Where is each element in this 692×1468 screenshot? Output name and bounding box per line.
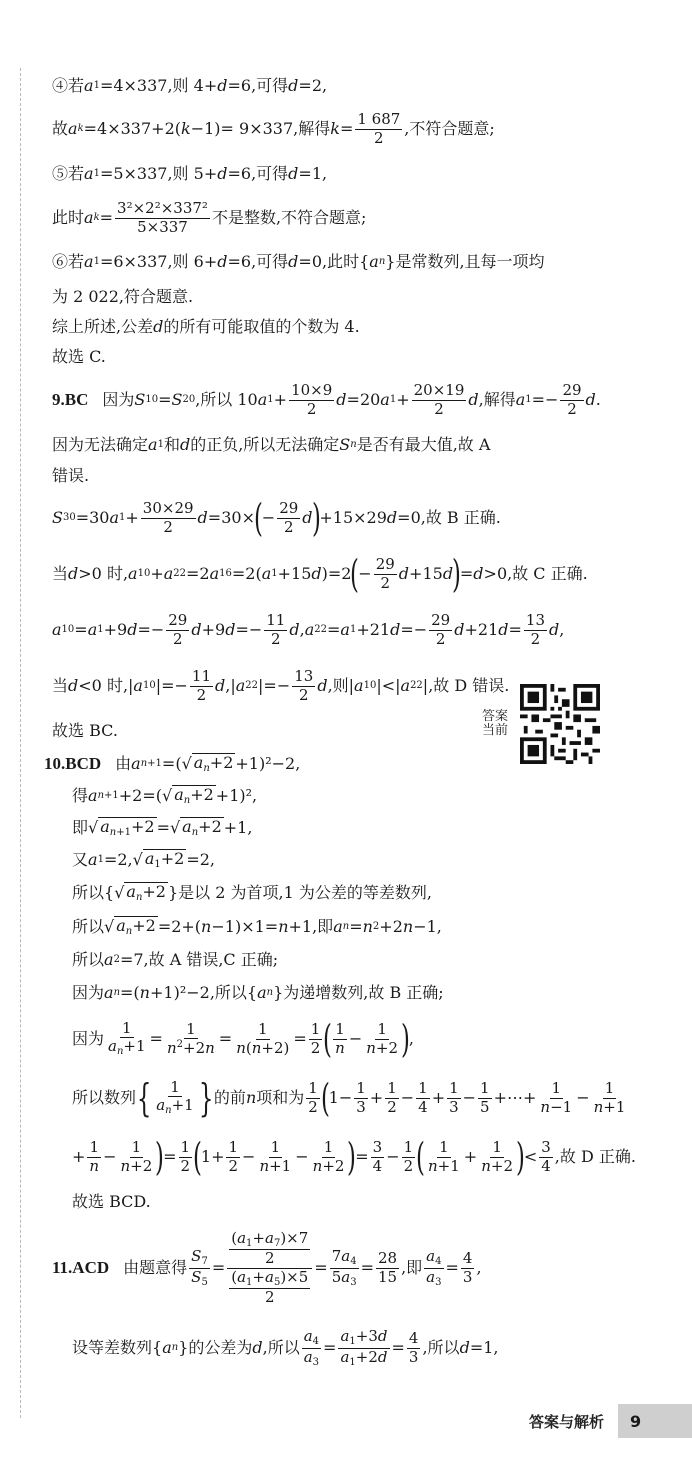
q8-line-5: ⑤若 a 1 =5×337,则 5+ d =6,可得 d =1, bbox=[52, 164, 328, 184]
q10-line-9: 因为 $\frac{1}{a_n+1}$ = $\frac{1}{n^2+2n}$ = $\frac{1}{n(n+2)}$ = $\frac{1}{2}$ ( $\frac{1}{n}$ − $\frac{1}{n+2}$ ) , bbox=[72, 1017, 414, 1061]
q10-number: 10.BCD bbox=[44, 753, 102, 773]
page-footer bbox=[529, 1404, 692, 1438]
q9-line-5: 当 d >0 时, a 10 + a 22 =2 a 16 =2( a 1 +15 d )=2 ( − $\frac{29}{2}$ d +15 d ) = d >0,故 C 正确. bbox=[52, 552, 588, 596]
q8-answer: 故选 C. bbox=[52, 347, 106, 367]
q9-line-4: S 30 =30 a 1 + $\frac{30\times 29}{2}$ d =30× ( − $\frac{29}{2}$ d ) +15×29 d =0,故 B 正确. bbox=[52, 496, 501, 540]
q11-line-2: 设等差数列{ a n }的公差为 d ,所以 $\frac{a_4}{a_3}$ = $\frac{a_1+3d}{a_1+2d}$ = $\frac{4}{3}$ ,所以 d =1, bbox=[72, 1327, 499, 1368]
q9-number: 9.BC bbox=[52, 389, 89, 409]
q10-line-8: 因为 a n =( n +1)²−2,所以{ a n }为递增数列,故 B 正确; bbox=[72, 983, 444, 1003]
q8-line-gen: 故 a k =4×337+2( k −1)= 9×337,解得 k = $\frac{1 687}{2}$ ,不符合题意; bbox=[52, 110, 495, 147]
page-number: 9 bbox=[618, 1404, 692, 1438]
q9-line-6: a 10 = a 1 +9 d =− $\frac{29}{2}$ d +9 d =− $\frac{11}{2}$ d , a 22 = a 1 +21 d =− $\frac{29}{2}$ d +21 d = $\frac{13}{2}$ d , bbox=[52, 611, 565, 648]
q10-line-7: 所以 a 2 =7,故 A 错误,C 正确; bbox=[72, 950, 279, 970]
margin-dashed-line bbox=[20, 68, 21, 1418]
q10-line-11: + $\frac{1}{n}$ − $\frac{1}{n+2}$ ) = $\frac{1}{2}$ ( 1+ $\frac{1}{2}$ − $\frac{1}{n+1}$ − $\frac{1}{n+2}$ ) = $\frac{3}{4}$ − $\frac{1}{2}$ ( $\frac{1}{n+1}$ + $\frac{1}{n+2}$ ) < $\frac{3}{4}$ ,故 D 正确. bbox=[72, 1135, 636, 1179]
q9-answer: 故选 BC. bbox=[52, 721, 118, 741]
q9-line-1: 9.BC 因为 S 10 = S 20 ,所以 10 a 1 + $\frac{10\times 9}{2}$ d =20 a 1 + $\frac{20\times 19}{2}$ d ,解得 a 1 =− $\frac{29}{2}$ d . bbox=[52, 381, 601, 418]
q8-line-6b: 为 2 022,符合题意. bbox=[52, 287, 194, 307]
footer-section-title: 答案与解析 bbox=[528, 1412, 604, 1431]
q10-line-6: 所以 √ $a_n+2$ =2+( n −1)×1= n +1,即 a n = n 2 +2 n −1, bbox=[72, 916, 442, 938]
q11-line-1: 11.ACD 由题意得 $\frac{S_7}{S_5}$ = $\frac{\frac{(a_1+a_7)\times 7}{2}}{\frac{(a_1+a_5)\times 5}{2}}$ = $\frac{7a_4}{5a_3}$ = $\frac{28}{15}$ ,即 $\frac{a_4}{a_3}$ = $\frac{4}{3}$ , bbox=[52, 1228, 482, 1306]
q10-line-4: 又 a 1 =2, √ $a_1+2$ =2, bbox=[72, 849, 215, 871]
q9-line-7: 当 d <0 时,| a 10 |=− $\frac{11}{2}$ d ,| a 22 |=− $\frac{13}{2}$ d ,则| a 10 |<| a 22 |,故 D 错误. bbox=[52, 667, 510, 704]
q10-line-3: 即 √ $a_{n+1}+2$ = √ $a_n+2$ +1, bbox=[72, 817, 253, 839]
q10-answer: 故选 BCD. bbox=[72, 1192, 151, 1212]
qr-code-icon[interactable] bbox=[520, 684, 600, 764]
q8-summary: 综上所述,公差 d 的所有可能取值的个数为 4. bbox=[52, 317, 360, 337]
q10-line-10: 所以数列 { $\frac{1}{a_n+1}$ } 的前 n 项和为 $\frac{1}{2}$ ( 1− $\frac{1}{3}$ + $\frac{1}{2}$ − $\frac{1}{4}$ + $\frac{1}{3}$ − $\frac{1}{5}$ +⋯+ $\frac{1}{n-1}$ − $\frac{1}{n+1}$ bbox=[72, 1076, 626, 1120]
q8-line-5b: 此时 a k = $\frac{\text{3²×2²×337²}}{5\times 337}$ 不是整数,不符合题意; bbox=[52, 199, 367, 236]
q8-line-6: ⑥若 a 1 =6×337,则 6+ d =6,可得 d =0,此时{ a n }是常数列,且每一项均 bbox=[52, 252, 545, 272]
q11-number: 11.ACD bbox=[52, 1257, 110, 1277]
qr-code-block[interactable] bbox=[478, 684, 600, 764]
qr-label: 答案当前 bbox=[481, 708, 508, 738]
q10-line-1: 10.BCD 由 a n+1 =( √ $a_n+2$ +1)²−2, bbox=[44, 753, 301, 775]
q8-line-4: ④若 a 1 =4×337,则 4+ d =6,可得 d =2, bbox=[52, 76, 328, 96]
q10-line-2: 得 a n+1 +2=( √ $a_n+2$ +1)², bbox=[72, 785, 258, 807]
q9-line-3: 错误. bbox=[52, 466, 90, 486]
q9-line-2: 因为无法确定 a 1 和 d 的正负,所以无法确定 S n 是否有最大值,故 A bbox=[52, 435, 491, 455]
q10-line-5: 所以{ √ $a_n+2$ }是以 2 为首项,1 为公差的等差数列, bbox=[72, 882, 432, 904]
